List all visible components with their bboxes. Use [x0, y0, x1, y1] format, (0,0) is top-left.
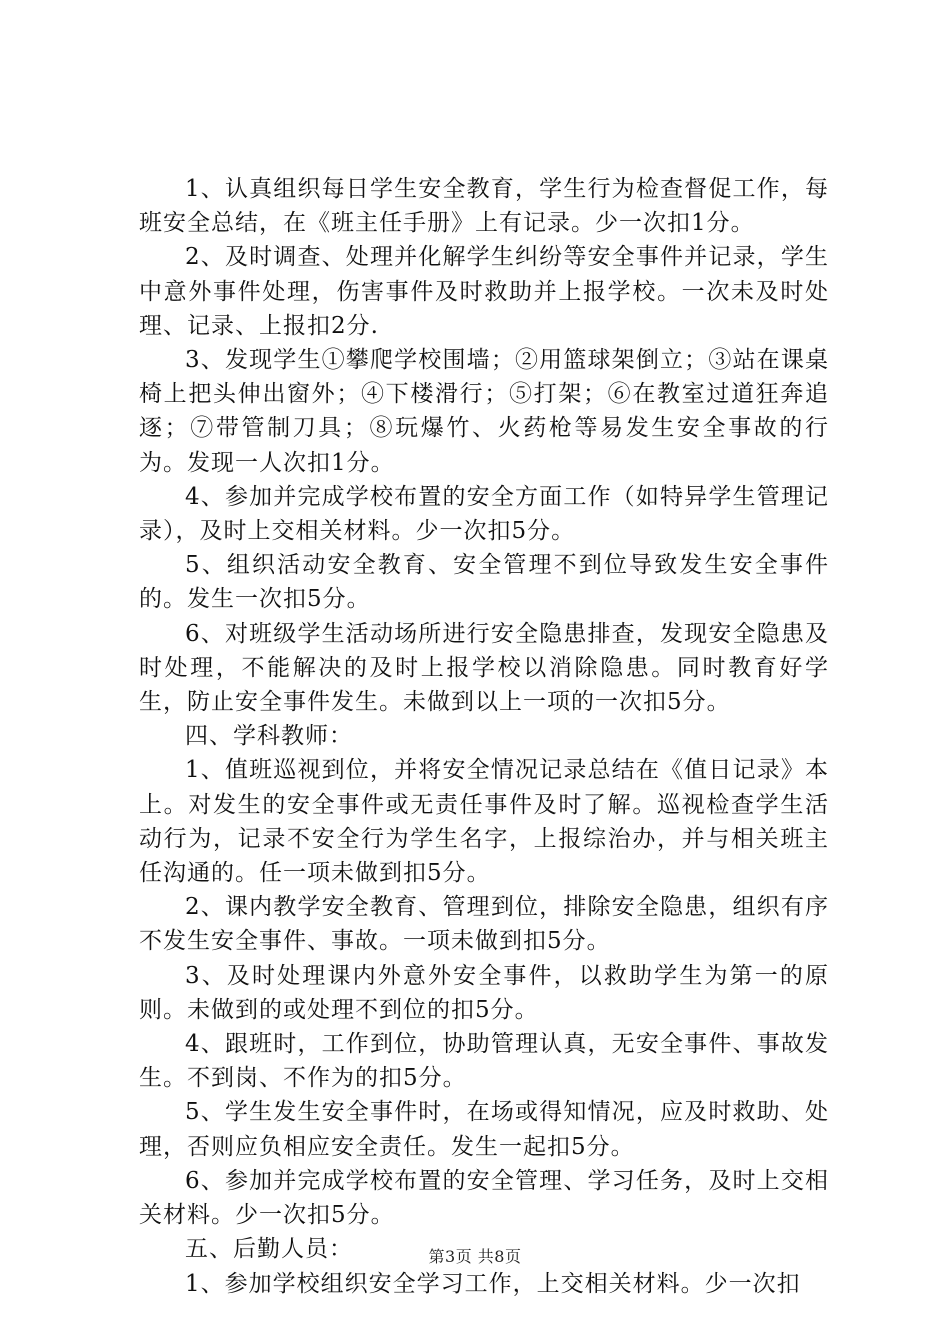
paragraph: 6、对班级学生活动场所进行安全隐患排查，发现安全隐患及时处理，不能解决的及时上报学校以消除隐患。同时教育好学生，防止安全事件发生。未做到以上一项的一次扣5分。: [139, 620, 829, 716]
page-number-footer: 第3页 共8页: [428, 1247, 522, 1266]
paragraph: 3、及时处理课内外意外安全事件，以救助学生为第一的原则。未做到的或处理不到位的扣5分。: [139, 962, 829, 1023]
paragraph: 6、参加并完成学校布置的安全管理、学习任务，及时上交相关材料。少一次扣5分。: [139, 1167, 829, 1229]
paragraph: 2、及时调查、处理并化解学生纠纷等安全事件并记录，学生中意外事件处理，伤害事件及时救助并上报学校。一次未及时处理、记录、上报扣2分.: [139, 244, 829, 339]
paragraph: 2、课内教学安全教育、管理到位，排除安全隐患，组织有序不发生安全事件、事故。一项未做到扣5分。: [139, 894, 829, 955]
paragraph: 4、参加并完成学校布置的安全方面工作（如特异学生管理记录），及时上交相关材料。少一次扣5分。: [139, 483, 829, 545]
paragraph: 1、参加学校组织安全学习工作，上交相关材料。少一次扣: [185, 1270, 801, 1297]
paragraph: 3、发现学生①攀爬学校围墙；②用篮球架倒立；③站在课桌椅上把头伸出窗外；④下楼滑行；⑤打架；⑥在教室过道狂奔追逐；⑦带管制刀具；⑧玩爆竹、火药枪等易发生安全事故的行为。发现一人次扣1分。: [139, 347, 829, 476]
paragraph: 1、值班巡视到位，并将安全情况记录总结在《值日记录》本上。对发生的安全事件或无责任事件及时了解。巡视检查学生活动行为，记录不安全行为学生名字，上报综治办，并与相关班主任沟通的。任一项未做到扣5分。: [139, 757, 829, 887]
paragraph: 5、学生发生安全事件时，在场或得知情况，应及时救助、处理，否则应负相应安全责任。发生一起扣5分。: [139, 1099, 829, 1160]
section-heading: 五、后勤人员：: [185, 1236, 353, 1263]
paragraph: 5、组织活动安全教育、安全管理不到位导致发生安全事件的。发生一次扣5分。: [139, 552, 829, 613]
paragraph: 1、认真组织每日学生安全教育，学生行为检查督促工作，每班安全总结，在《班主任手册》上有记录。少一次扣1分。: [139, 176, 829, 237]
paragraph: 4、跟班时，工作到位，协助管理认真，无安全事件、事故发生。不到岗、不作为的扣5分。: [139, 1031, 829, 1092]
document-body: [139, 172, 829, 1301]
section-heading: 四、学科教师：: [185, 723, 353, 750]
